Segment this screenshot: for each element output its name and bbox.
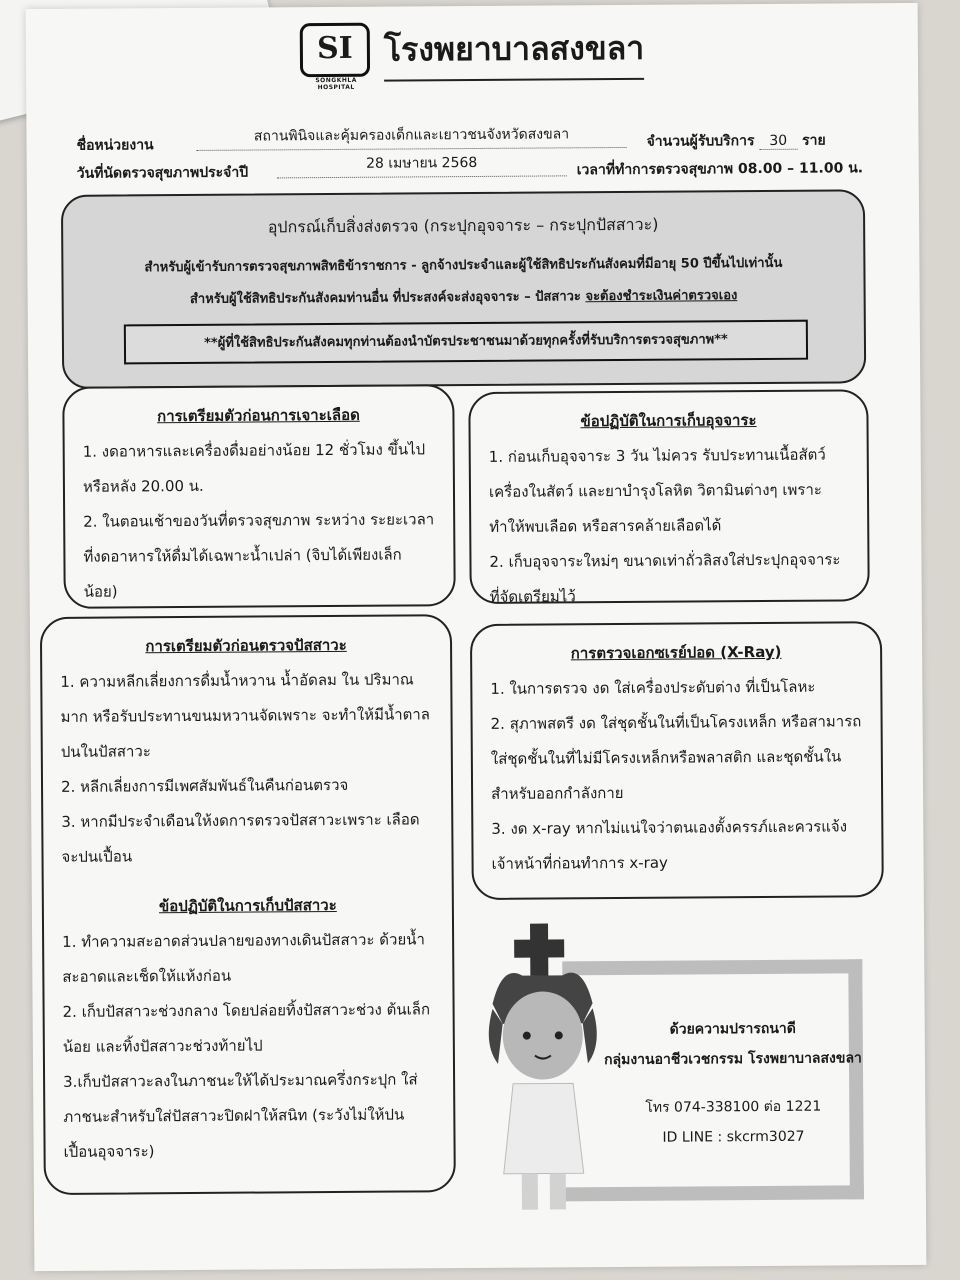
hospital-name: โรงพยาบาลสงขลา	[384, 23, 645, 82]
urine-rules-title: ข้อปฏิบัติในการเก็บปัสสาวะ	[158, 895, 337, 916]
closing-department: กลุ่มงานอาชีวเวชกรรม โรงพยาบาลสงขลา	[603, 1050, 862, 1069]
header	[296, 14, 697, 95]
document-page	[26, 3, 927, 1271]
count-value: 30	[759, 133, 797, 150]
urine-rules-item: 3.เก็บปัสสาวะลงในภาชนะให้ได้ประมาณครึ่งกระปุก ใส่ภาชนะสำหรับใส่ปัสสาวะปิดฝาให้สนิท (ระวังไม่ให้ปนเปื้อนอุจจาระ)	[63, 1070, 418, 1161]
closing-line-id: ID LINE : skcrm3027	[662, 1128, 805, 1146]
date-label: วันที่นัดตรวจสุขภาพประจำปี	[76, 164, 249, 182]
urine-rules-item: 1. ทำความสะอาดส่วนปลายของทางเดินปัสสาวะ ด้วยน้ำสะอาดและเช็ดให้แห้งก่อน	[62, 930, 425, 986]
urine-prep-item: 2. หลีกเลี่ยงการมีเพศสัมพันธ์ในคืนก่อนตรวจ	[60, 775, 349, 796]
xray-item: 1. ในการตรวจ งด ใส่เครื่องประดับต่าง ที่เป็นโลหะ	[490, 677, 816, 698]
equipment-note: **ผู้ที่ใช้สิทธิประกันสังคมทุกท่านต้องนำบัตรประชาชนมาด้วยทุกครั้งที่รับบริการตรวจสุขภาพ**	[124, 320, 808, 365]
xray-card	[470, 621, 884, 900]
logo-caption: SONGKHLA HOSPITAL	[315, 76, 357, 92]
blood-prep-card	[62, 384, 456, 609]
info-section	[76, 121, 876, 183]
equipment-title: อุปกรณ์เก็บสิ่งส่งตรวจ (กระปุกอุจจาระ – กระปุกปัสสาวะ)	[267, 214, 659, 237]
stool-rules-item: 2. เก็บอุจจาระใหม่ๆ ขนาดเท่าถั่วลิสงใส่ประปุกอุจจาระที่จัดเตรียมไว้	[489, 550, 841, 606]
urine-prep-item: 1. ความหลีกเลี่ยงการดื่มน้ำหวาน น้ำอัดลม ใน ปริมาณมาก หรือรับประทานขนมหวานจัดเพราะ จะทำให้มีน้ำตาล ปนในปัสสาวะ	[60, 670, 431, 761]
closing-regards: ด้วยความปรารถนาดี	[669, 1020, 796, 1038]
closing-text	[593, 1013, 874, 1153]
urine-prep-title: การเตรียมตัวก่อนตรวจปัสสาวะ	[145, 635, 347, 656]
blood-prep-item: 2. ในตอนเช้าของวันที่ตรวจสุขภาพ ระหว่าง ระยะเวลาที่งดอาหารให้ดื่มได้เฉพาะน้ำเปล่า (จิบได้เพียงเล็กน้อย)	[83, 510, 435, 601]
stool-rules-item: 1. ก่อนเก็บอุจจาระ 3 วัน ไม่ควร รับประทานเนื้อสัตว์ เครื่องในสัตว์ และยาบำรุงโลหิต วิตามินต่างๆ เพราะทำให้พบเลือด หรือสารคล้ายเลือดได้	[488, 445, 826, 536]
blood-prep-item: 1. งดอาหารและเครื่องดื่มอย่างน้อย 12 ชั่วโมง ขึ้นไป หรือหลัง 20.00 น.	[82, 440, 426, 496]
stool-rules-card	[468, 389, 869, 604]
blood-prep-title: การเตรียมตัวก่อนการเจาะเลือด	[157, 405, 360, 426]
urine-rules-item: 2. เก็บปัสสาวะช่วงกลาง โดยปล่อยทิ้งปัสสาวะช่วง ต้นเล็กน้อย และทิ้งปัสสาวะช่วงท้ายไป	[62, 1000, 431, 1056]
urine-card	[40, 614, 456, 1195]
unit-value: สถานพินิจและคุ้มครองเด็กและเยาวชนจังหวัดสงขลา	[196, 123, 626, 151]
xray-item: 3. งด x-ray หากไม่แน่ใจว่าตนเองตั้งครรภ์และควรแจ้งเจ้าหน้าที่ก่อนทำการ x-ray	[491, 817, 848, 873]
equipment-box	[61, 189, 866, 389]
hospital-logo-icon: SI	[300, 23, 370, 77]
equipment-line-2: สำหรับผู้ใช้สิทธิประกันสังคมท่านอื่น ที่ประสงค์จะส่งอุจจาระ – ปัสสาวะ จะต้องชำระเงินค่าตรวจเอง	[189, 288, 738, 307]
unit-label: ชื่อหน่วยงาน	[76, 137, 154, 154]
urine-prep-item: 3. หากมีประจำเดือนให้งดการตรวจปัสสาวะเพราะ เลือดจะปนเปื้อน	[61, 810, 420, 866]
equipment-line-1: สำหรับผู้เข้ารับการตรวจสุขภาพสิทธิข้าราชการ - ลูกจ้างประจำและผู้ใช้สิทธิประกันสังคมที่มีอายุ 50 ปีขึ้นไปเท่านั้น	[144, 255, 783, 276]
xray-title: การตรวจเอกซเรย์ปอด (X-Ray)	[570, 642, 782, 663]
count-label: จำนวนผู้รับบริการ 30 ราย	[646, 132, 826, 150]
date-value: 28 เมษายน 2568	[277, 151, 567, 178]
time-label: เวลาที่ทำการตรวจสุขภาพ 08.00 – 11.00 น.	[576, 160, 864, 179]
xray-item: 2. สุภาพสตรี งด ใส่ชุดชั้นในที่เป็นโครงเหล็ก หรือสามารถใส่ชุดชั้นในที่ไม่มีโครงเหล็กหรือพลาสติก และชุดชั้นในสำหรับออกกำลังกาย	[490, 712, 862, 803]
closing-section	[462, 921, 884, 1214]
stool-rules-title: ข้อปฏิบัติในการเก็บอุจจาระ	[580, 411, 757, 431]
closing-phone: โทร 074-338100 ต่อ 1221	[645, 1098, 822, 1116]
